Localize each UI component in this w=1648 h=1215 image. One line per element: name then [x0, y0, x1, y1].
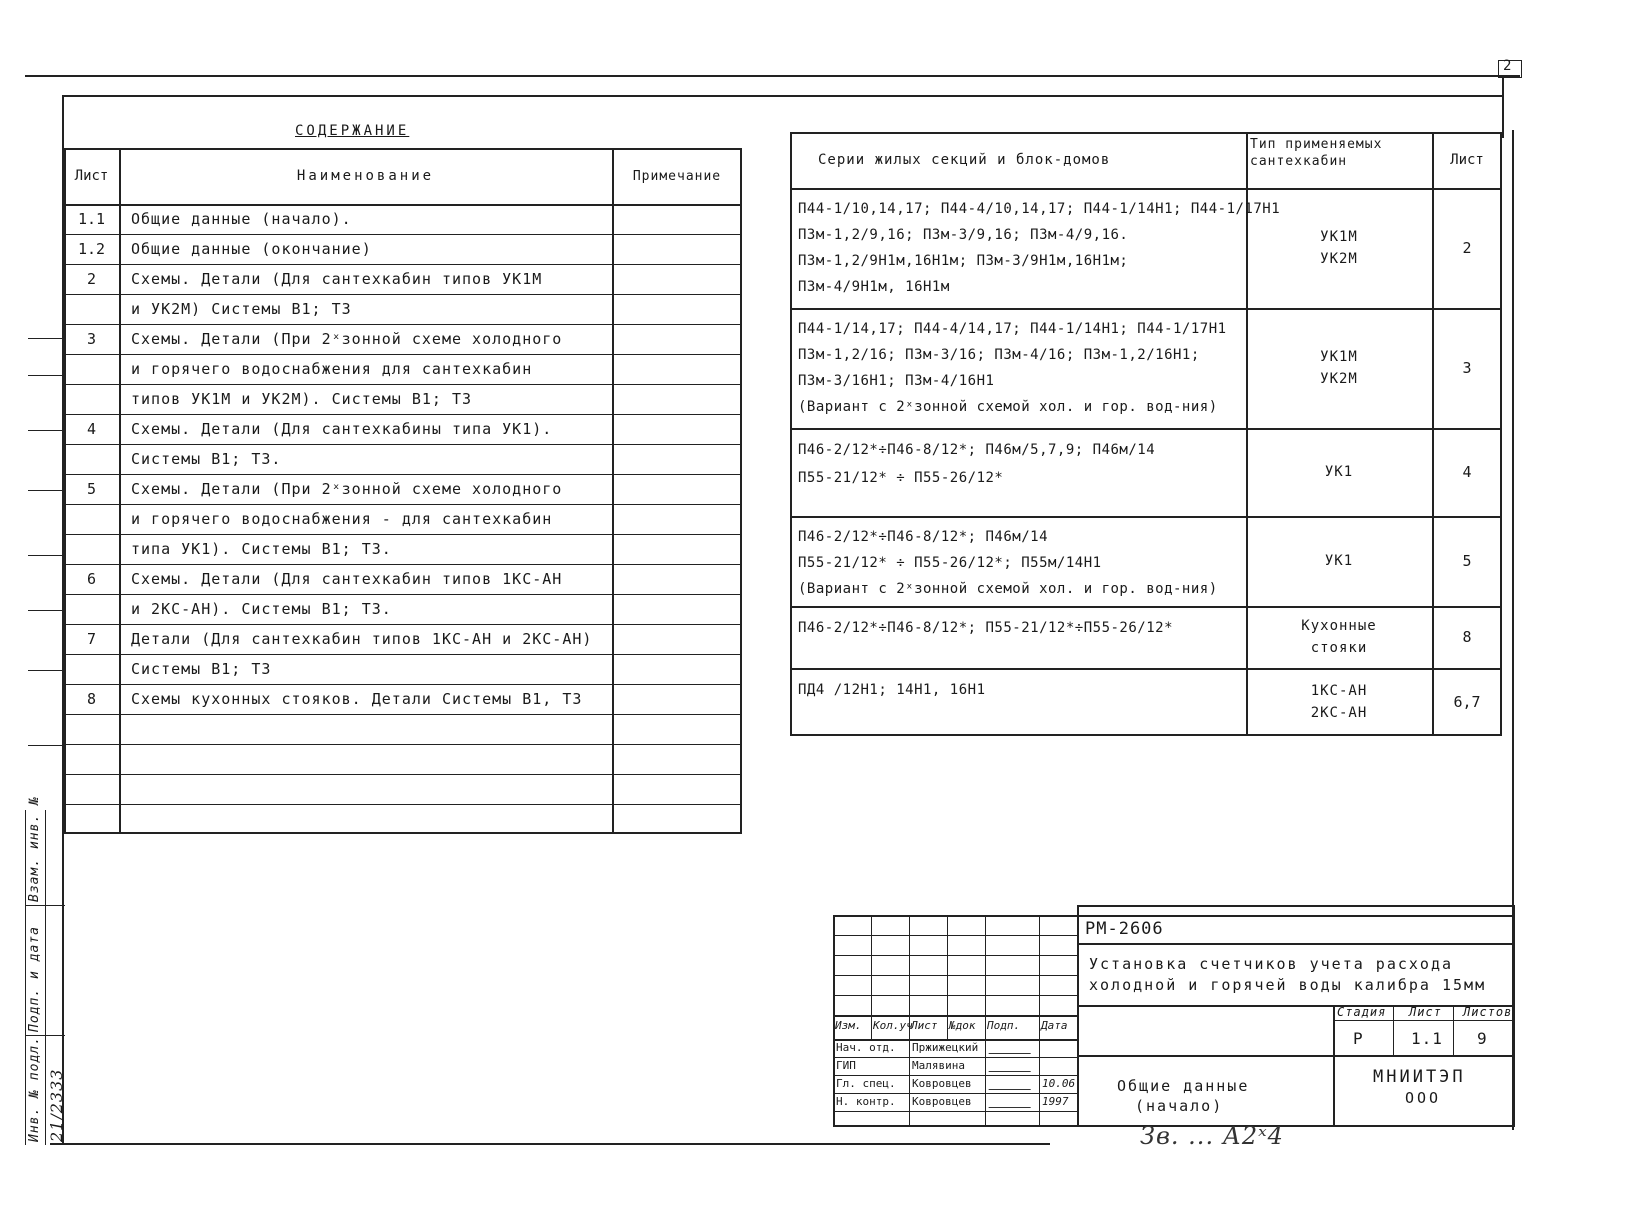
page-number: 2: [1503, 58, 1513, 74]
frame-bottom: [50, 1143, 1050, 1145]
staff-date: 1997: [1042, 1095, 1069, 1108]
series-row-type: [1246, 428, 1432, 516]
staff-signature: [988, 1079, 1035, 1090]
rev-grid-vline: [985, 1039, 986, 1127]
rev-grid-hline: [833, 1075, 1077, 1076]
series-type-line: Кухонные: [1301, 618, 1377, 634]
series-line: (Вариант с 2ˣзонной схемой хол. и гор. вод-ния): [798, 581, 1218, 597]
inv-orig-label: Инв. № подл.: [27, 1036, 42, 1142]
contents-row: [64, 534, 742, 564]
series-line: П44-1/14,17; П44-4/14,17; П44-1/14Н1; П44-1/17Н1: [798, 321, 1227, 337]
series-type-line: УК1: [1324, 464, 1354, 480]
contents-row-name: Общие данные (начало).: [131, 210, 352, 228]
contents-row-sheet: [64, 744, 119, 774]
frame-top: [62, 95, 1502, 97]
rev-grid-hline: [833, 1057, 1077, 1058]
contents-row-sheet: [64, 654, 119, 684]
side-tick-5: [28, 555, 64, 556]
series-line: П46-2/12*÷П46-8/12*; П55-21/12*÷П55-26/12*: [798, 620, 1174, 636]
staff-role: Нач. отд.: [836, 1041, 896, 1054]
contents-row: [64, 804, 742, 834]
series-header-type: Тип применяемых сантехкабин: [1250, 137, 1383, 169]
staff-signature: [988, 1043, 1035, 1054]
rev-grid-hline: [833, 1111, 1077, 1112]
contents-row-name: Детали (Для сантехкабин типов 1КС-АН и 2КС-АН): [131, 630, 593, 648]
staff-name: Ковровцев: [912, 1095, 972, 1108]
contents-row: [64, 744, 742, 774]
contents-row-name: Схемы. Детали (Для сантехкабин типов 1КС-АН: [131, 570, 563, 588]
contents-row-name: Схемы. Детали (Для сантехкабины типа УК1).: [131, 420, 553, 438]
contents-row: [64, 264, 742, 294]
series-type-line: стояки: [1310, 640, 1368, 656]
series-row-sheet: 5: [1462, 552, 1472, 570]
series-row-series: [798, 316, 1242, 420]
contents-header-sheet: Лист: [74, 168, 109, 184]
project-title-line2: холодной и горячей воды калибра 15мм: [1089, 976, 1487, 994]
series-line: П3м-1,2/9Н1м,16Н1м; П3м-3/9Н1м,16Н1м;: [798, 253, 1129, 269]
series-row: [790, 308, 1502, 428]
title-block: [833, 905, 1515, 1127]
rev-grid-hline: [833, 975, 1077, 976]
side-tick-4: [28, 490, 64, 491]
contents-row-name: Схемы. Детали (При 2ˣзонной схеме холодного: [131, 480, 563, 498]
series-line: П3м-4/9Н1м, 16Н1м: [798, 279, 950, 295]
revision-grid: [833, 915, 1077, 1127]
rev-grid-hline: [833, 1093, 1077, 1094]
contents-row-sheet: [64, 714, 119, 744]
series-header-sheet: Лист: [1450, 152, 1484, 168]
contents-row-name: Системы В1; Т3.: [131, 450, 282, 468]
series-line: П3м-3/16Н1; П3м-4/16Н1: [798, 373, 995, 389]
contents-row-name: и УК2М) Системы В1; Т3: [131, 300, 352, 318]
contents-row: [64, 714, 742, 744]
series-row: [790, 516, 1502, 606]
sheets-value: 9: [1477, 1029, 1488, 1048]
footer-handwritten-note: Зв. ... А2ˣ4: [1140, 1122, 1284, 1150]
contents-row-name: типа УК1). Системы В1; Т3.: [131, 540, 392, 558]
series-row-series: [798, 436, 1242, 492]
contents-row: [64, 294, 742, 324]
rev-header: Дата: [1041, 1019, 1068, 1032]
series-line: П55-21/12* ÷ П55-26/12*; П55м/14Н1: [798, 555, 1102, 571]
contents-row: [64, 354, 742, 384]
rev-grid-hline: [833, 955, 1077, 956]
contents-title: СОДЕРЖАНИЕ: [295, 123, 410, 139]
side-tick-1: [28, 338, 64, 339]
rev-grid-vline: [985, 915, 986, 1039]
series-row-series: [798, 676, 1242, 704]
contents-row: [64, 774, 742, 804]
contents-row-sheet: [64, 354, 119, 384]
series-line: ПД4 /12Н1; 14Н1, 16Н1: [798, 682, 986, 698]
series-type-line: 2КС-АН: [1310, 705, 1368, 721]
contents-row: [64, 324, 742, 354]
staff-name: Ковровцев: [912, 1077, 972, 1090]
org-line2: ООО: [1405, 1089, 1442, 1107]
series-type-line: УК2М: [1320, 251, 1358, 267]
contents-row-sheet: [64, 504, 119, 534]
contents-row-sheet: 1.1: [77, 210, 106, 228]
series-row-sheet: 6,7: [1453, 693, 1481, 711]
series-line: (Вариант с 2ˣзонной схемой хол. и гор. вод-ния): [798, 399, 1218, 415]
staff-date: 10.06: [1042, 1077, 1076, 1090]
top-border-line: [25, 75, 1520, 77]
contents-row-name: Схемы кухонных стояков. Детали Системы В1, Т3: [131, 690, 583, 708]
series-line: П46-2/12*÷П46-8/12*; П46м/14: [798, 529, 1049, 545]
contents-table: [64, 148, 742, 834]
contents-row-sheet: 5: [86, 480, 97, 498]
contents-row: [64, 414, 742, 444]
series-row-type: [1246, 308, 1432, 428]
contents-row-sheet: 6: [86, 570, 97, 588]
contents-row-sheet: 4: [86, 420, 97, 438]
rev-header: Лист: [911, 1019, 938, 1032]
staff-name: Пржижецкий: [912, 1041, 979, 1054]
series-row-type: [1246, 516, 1432, 606]
side-tick-2: [28, 375, 64, 376]
series-type-line: УК1М: [1320, 349, 1358, 365]
staff-role: ГИП: [836, 1059, 856, 1072]
side-tick-7: [28, 670, 64, 671]
rev-header: №док: [949, 1019, 976, 1032]
rev-header: Кол.уч: [873, 1019, 913, 1032]
sheet-title-line2: (начало): [1135, 1097, 1224, 1115]
staff-role: Гл. спец.: [836, 1077, 896, 1090]
contents-row-name: Общие данные (окончание): [131, 240, 372, 258]
series-line: П46-2/12*÷П46-8/12*; П46м/5,7,9; П46м/14: [798, 442, 1156, 458]
contents-row-sheet: [64, 444, 119, 474]
contents-row: [64, 594, 742, 624]
contents-row-sheet: [64, 384, 119, 414]
stage-value: Р: [1353, 1029, 1364, 1048]
series-row: [790, 606, 1502, 668]
rev-grid-vline: [1039, 915, 1040, 1127]
contents-row-name: и горячего водоснабжения для сантехкабин: [131, 360, 533, 378]
contents-row-name: и 2КС-АН). Системы В1; Т3.: [131, 600, 392, 618]
series-row-type: [1246, 188, 1432, 308]
rev-grid-hline: [833, 1015, 1077, 1017]
contents-row: [64, 654, 742, 684]
series-line: П3м-1,2/9,16; П3м-3/9,16; П3м-4/9,16.: [798, 227, 1129, 243]
series-row-sheet: 2: [1462, 239, 1472, 257]
series-type-line: 1КС-АН: [1310, 683, 1368, 699]
rev-header: Подп.: [987, 1019, 1021, 1032]
rev-grid-vline: [947, 915, 948, 1039]
sheets-label: Листов: [1463, 1005, 1513, 1019]
contents-row-sheet: 7: [86, 630, 97, 648]
stage-label: Стадия: [1337, 1005, 1387, 1019]
contents-row: [64, 474, 742, 504]
series-row-sheet: 4: [1462, 463, 1472, 481]
staff-role: Н. контр.: [836, 1095, 896, 1108]
rev-header: Изм.: [835, 1019, 862, 1032]
series-row: [790, 188, 1502, 308]
inv-number: 21/2333: [47, 1068, 66, 1142]
series-header-series: Серии жилых секций и блок-домов: [818, 152, 1111, 168]
series-type-line: УК1: [1324, 553, 1354, 569]
side-tick-8: [28, 745, 64, 746]
doc-code: РМ-2606: [1085, 919, 1164, 939]
contents-row-sheet: [64, 774, 119, 804]
contents-row-name: Системы В1; Т3: [131, 660, 272, 678]
contents-row-sheet: [64, 804, 119, 834]
contents-row: [64, 624, 742, 654]
contents-row-sheet: 8: [86, 690, 97, 708]
rev-grid-hline: [833, 995, 1077, 996]
contents-row-sheet: [64, 594, 119, 624]
contents-row: [64, 204, 742, 234]
series-row-type: [1246, 668, 1432, 736]
rev-grid-vline: [909, 1039, 910, 1127]
frame-right: [1502, 78, 1504, 138]
side-tick-6: [28, 610, 64, 611]
side-tick-3: [28, 430, 64, 431]
rev-grid-vline: [871, 915, 872, 1039]
contents-header-name: Наименование: [296, 168, 435, 184]
series-line: П44-1/10,14,17; П44-4/10,14,17; П44-1/14Н1; П44-1/17Н1: [798, 201, 1281, 217]
contents-row-sheet: 2: [86, 270, 97, 288]
series-row-series: [798, 196, 1281, 300]
contents-row: [64, 444, 742, 474]
rev-grid-hline: [833, 935, 1077, 936]
contents-row-name: типов УК1М и УК2М). Системы В1; Т3: [131, 390, 473, 408]
series-row-sheet: 8: [1462, 628, 1472, 646]
series-type-line: УК1М: [1320, 229, 1358, 245]
series-row: [790, 428, 1502, 516]
contents-row: [64, 684, 742, 714]
contents-row: [64, 504, 742, 534]
contents-row-sheet: [64, 294, 119, 324]
series-type-line: УК2М: [1320, 371, 1358, 387]
contents-row: [64, 564, 742, 594]
series-line: П55-21/12* ÷ П55-26/12*: [798, 470, 1004, 486]
staff-name: Малявина: [912, 1059, 965, 1072]
contents-row: [64, 384, 742, 414]
contents-row-sheet: 1.2: [77, 240, 106, 258]
series-row-sheet: 3: [1462, 359, 1472, 377]
staff-signature: [988, 1097, 1035, 1108]
sign-date-label: Подп. и дата: [27, 926, 42, 1032]
contents-row-name: Схемы. Детали (Для сантехкабин типов УК1М: [131, 270, 543, 288]
contents-row-sheet: 3: [86, 330, 97, 348]
series-row-series: [798, 524, 1242, 602]
series-row: [790, 668, 1502, 736]
project-title-line1: Установка счетчиков учета расхода: [1089, 955, 1454, 973]
sheet-value: 1.1: [1411, 1029, 1443, 1048]
vzam-inv-label: Взам. инв. №: [27, 796, 42, 902]
side-stamp: [25, 796, 66, 1145]
org-line1: МНИИТЭП: [1373, 1067, 1466, 1087]
contents-row: [64, 234, 742, 264]
series-row-type: [1246, 606, 1432, 668]
series-table: [790, 132, 1502, 736]
contents-row-name: и горячего водоснабжения - для сантехкабин: [131, 510, 553, 528]
series-row-series: [798, 614, 1242, 642]
contents-row-name: Схемы. Детали (При 2ˣзонной схеме холодного: [131, 330, 563, 348]
contents-header-note: Примечание: [632, 168, 722, 184]
contents-row-sheet: [64, 534, 119, 564]
series-line: П3м-1,2/16; П3м-3/16; П3м-4/16; П3м-1,2/16Н1;: [798, 347, 1200, 363]
sheet-label: Лист: [1409, 1005, 1442, 1019]
staff-signature: [988, 1061, 1035, 1072]
sheet-title-line1: Общие данные: [1117, 1077, 1250, 1095]
